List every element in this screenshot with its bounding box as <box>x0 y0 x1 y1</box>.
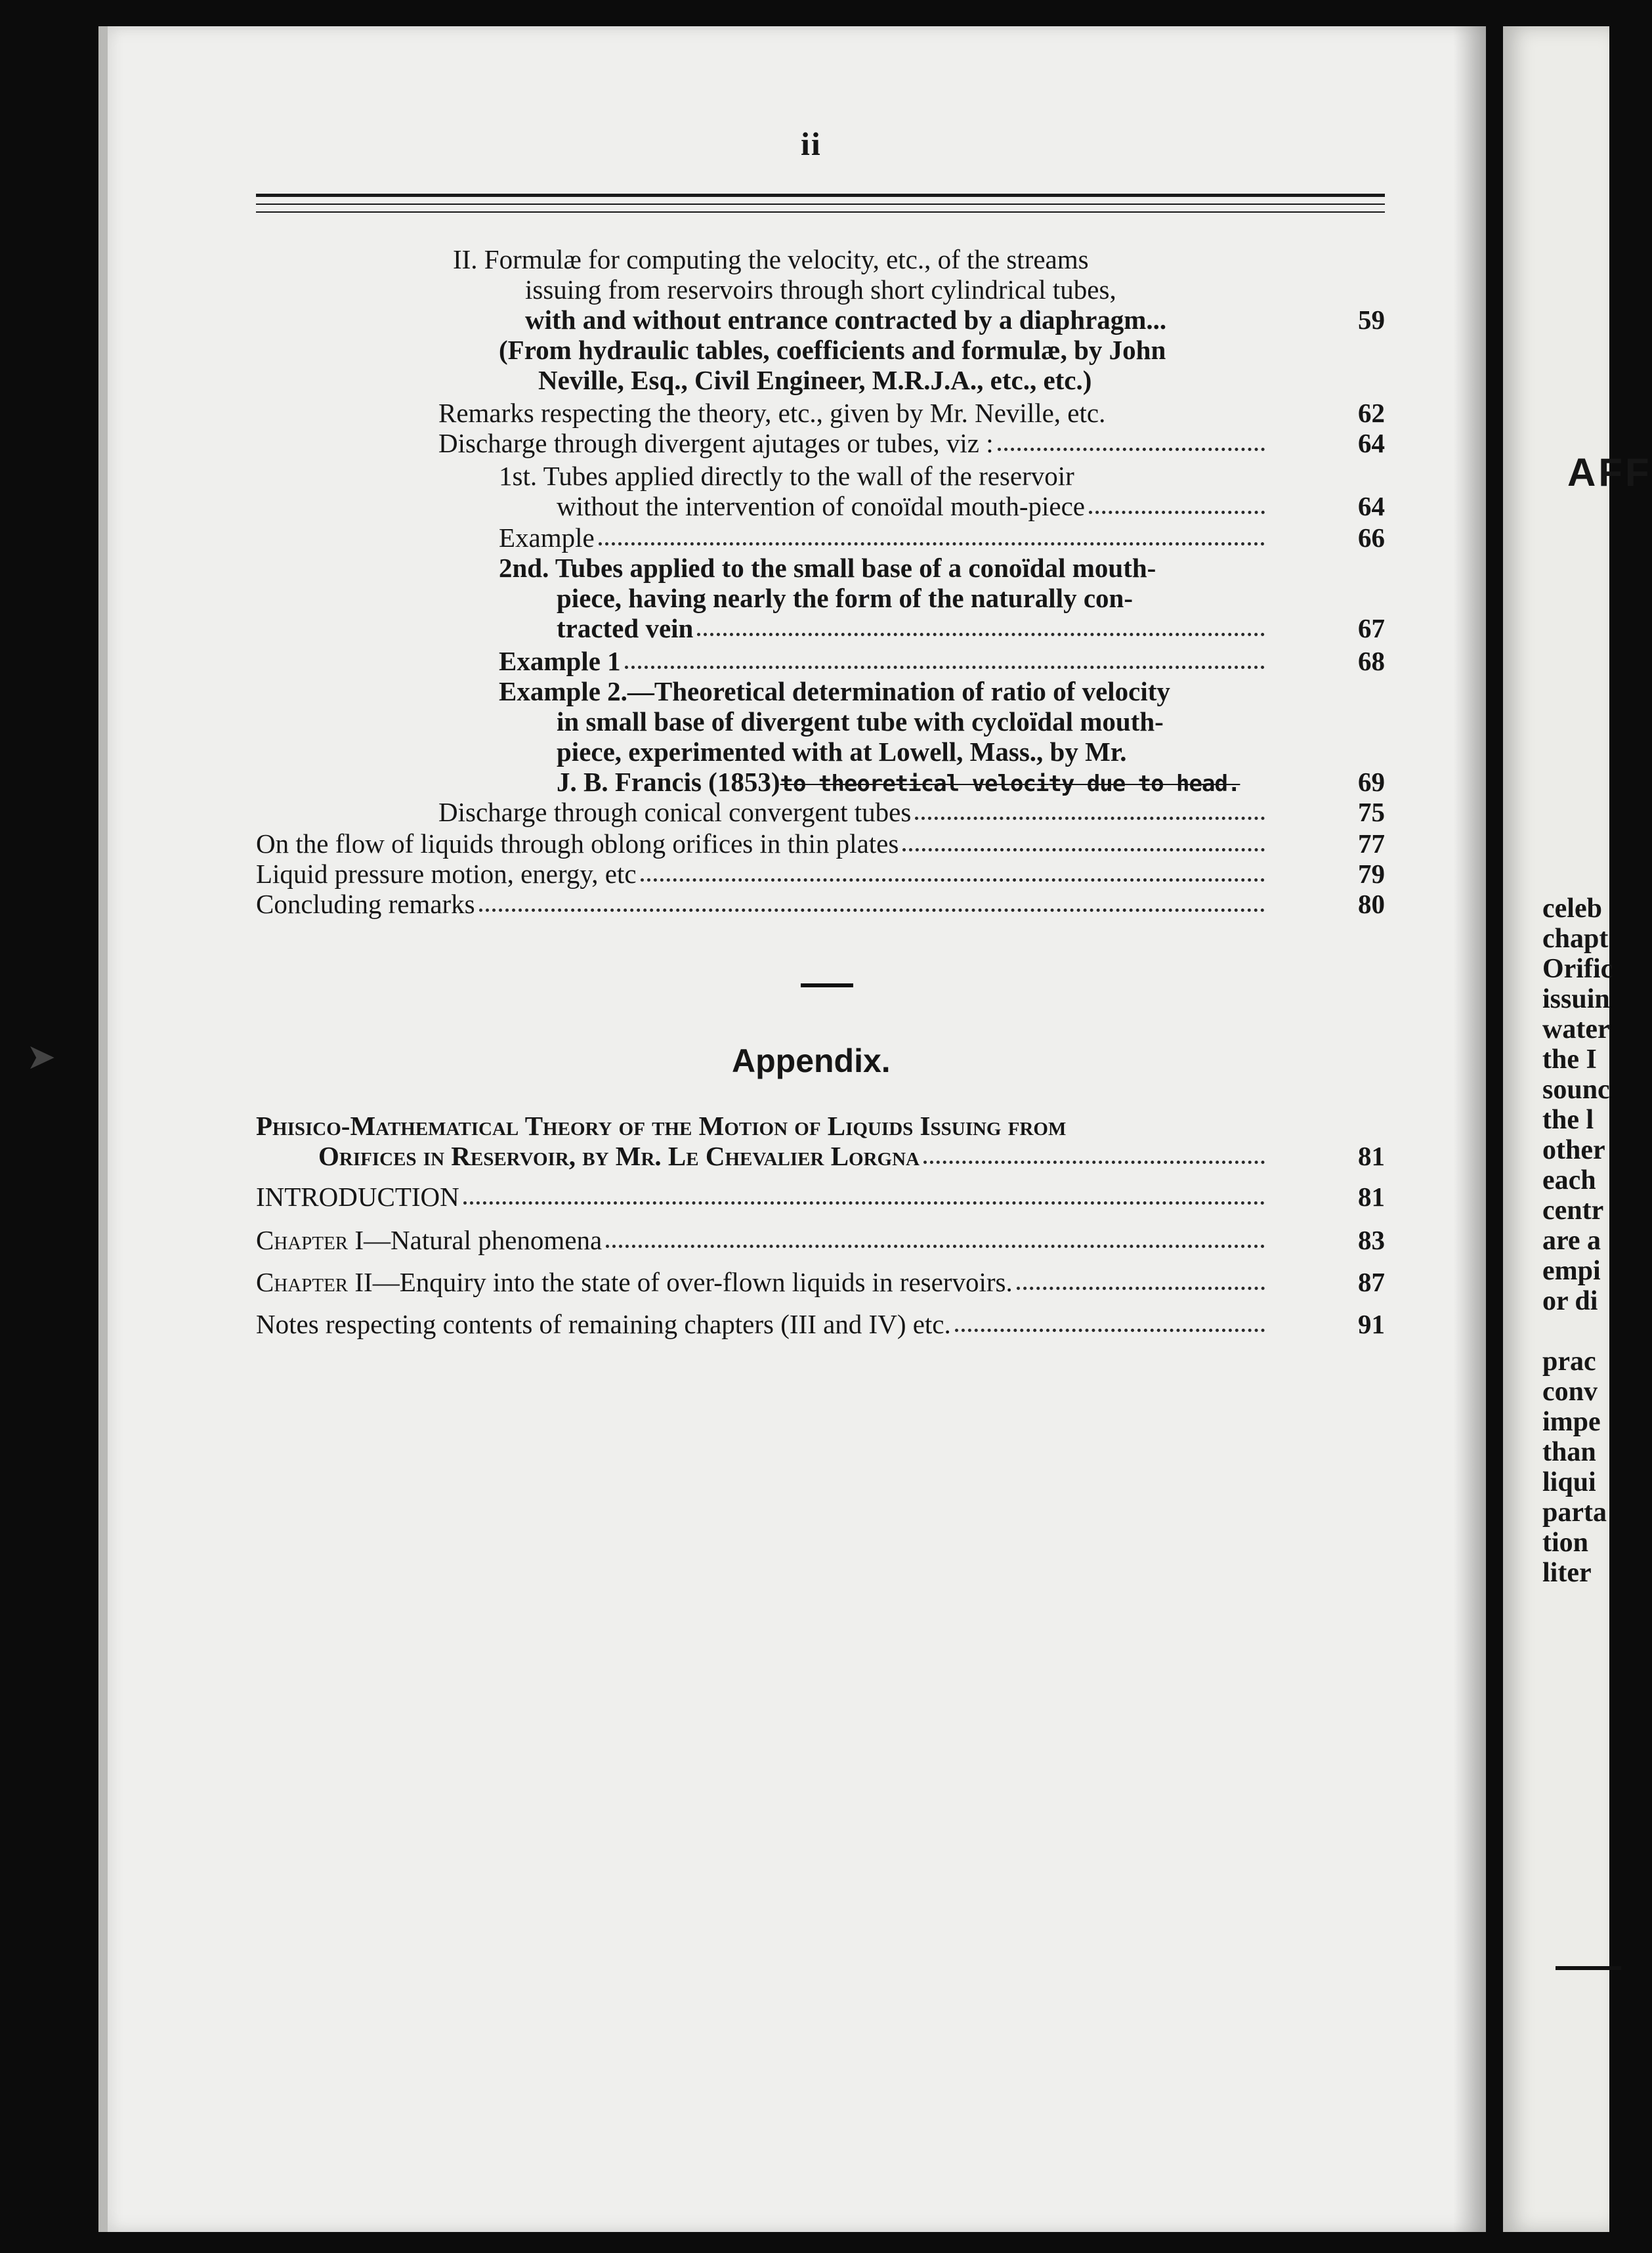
adjacent-line: prac <box>1542 1346 1596 1377</box>
toc-page-number: 77 <box>1358 828 1385 859</box>
header-rule <box>256 211 1385 213</box>
header-rule <box>256 194 1385 197</box>
toc-page-number: 79 <box>1358 859 1385 889</box>
toc-line-example2: piece, experimented with at Lowell, Mass., by Mr. <box>557 737 1127 767</box>
adjacent-line: Orific <box>1542 954 1613 984</box>
toc-page-number: 67 <box>1358 613 1385 643</box>
toc-page-number: 59 <box>1358 305 1385 335</box>
toc-line-second: 2nd. Tubes applied to the small base of a conoïdal mouth- <box>499 553 1156 583</box>
adjacent-line: sounc <box>1542 1075 1610 1105</box>
adjacent-line: celeb <box>1542 893 1602 924</box>
margin-mark-icon: ➤ <box>26 1037 56 1077</box>
toc-line-example: Example <box>499 523 1269 553</box>
adjacent-line: are a <box>1542 1226 1601 1256</box>
section-divider <box>801 983 853 987</box>
toc-page-number: 66 <box>1358 523 1385 553</box>
toc-page-number: 81 <box>1358 1141 1385 1171</box>
toc-line-example2: J. B. Francis (1853)to theoretical velocity due to head. <box>557 767 1240 797</box>
toc-line-remarks: Remarks respecting the theory, etc., given by Mr. Neville, etc. <box>438 398 1106 428</box>
toc-page-number: 69 <box>1358 767 1385 797</box>
leader-dots <box>923 1161 1265 1164</box>
adjacent-line: centr <box>1542 1195 1604 1226</box>
toc-line-first: without the intervention of conoïdal mouth-piece <box>557 491 1269 521</box>
adjacent-line: the l <box>1542 1105 1594 1135</box>
toc-line-neville: Neville, Esq., Civil Engineer, M.R.J.A., etc., etc.) <box>538 365 1092 395</box>
toc-page-number: 64 <box>1358 491 1385 521</box>
toc-page-number: 87 <box>1358 1267 1385 1297</box>
adjacent-line: other <box>1542 1135 1605 1165</box>
leader-dots <box>606 1245 1265 1248</box>
appendix-line-chapter1: Chapter I —Natural phenomena <box>256 1225 1269 1255</box>
adjacent-line: impe <box>1542 1407 1601 1437</box>
appendix-line-phisico: Orifices in Reservoir, by Mr. Le Chevalier Lorgna <box>318 1141 1269 1171</box>
toc-line-conical: Discharge through conical convergent tubes <box>438 797 1269 827</box>
adjacent-page-heading: AFF <box>1567 450 1652 494</box>
toc-line-neville: (From hydraulic tables, coefficients and formulæ, by John <box>499 335 1166 365</box>
appendix-line-notes: Notes respecting contents of remaining chapters (III and IV) etc. <box>256 1309 1269 1339</box>
leader-dots <box>998 448 1265 451</box>
toc-line-second: tracted vein <box>557 613 1269 643</box>
appendix-line-chapter2: Chapter II —Enquiry into the state of over-flown liquids in reservoirs. <box>256 1267 1269 1297</box>
appendix-line-introduction: INTRODUCTION <box>256 1182 1269 1212</box>
toc-line-pressure: Liquid pressure motion, energy, etc <box>256 859 1269 889</box>
adjacent-line: or di <box>1542 1286 1598 1316</box>
leader-dots <box>625 666 1265 669</box>
leader-dots <box>697 633 1265 636</box>
adjacent-line: the I <box>1542 1044 1597 1075</box>
adjacent-line: issuin <box>1542 984 1610 1014</box>
adjacent-line: conv <box>1542 1377 1598 1407</box>
adjacent-line: water <box>1542 1014 1610 1044</box>
toc-page-number: 75 <box>1358 797 1385 827</box>
toc-page-number: 62 <box>1358 398 1385 428</box>
leader-dots <box>599 542 1265 546</box>
adjacent-line: than <box>1542 1437 1596 1467</box>
appendix-line-phisico: Phisico-Mathematical Theory of the Motion of Liquids Issuing from <box>256 1111 1067 1141</box>
toc-line-example2: Example 2.—Theoretical determination of ratio of velocity <box>499 676 1170 706</box>
leader-dots <box>955 1329 1265 1332</box>
toc-line-first: 1st. Tubes applied directly to the wall of the reservoir <box>499 461 1074 491</box>
toc-page-number: 81 <box>1358 1182 1385 1212</box>
leader-dots <box>479 909 1265 912</box>
header-rule <box>256 204 1385 205</box>
adjacent-line: tion <box>1542 1528 1589 1558</box>
adjacent-page <box>1503 26 1652 2232</box>
adjacent-line: each <box>1542 1165 1596 1195</box>
toc-line-divergent: Discharge through divergent ajutages or tubes, viz : <box>438 428 1269 458</box>
toc-page-number: 91 <box>1358 1309 1385 1339</box>
toc-page-number: 83 <box>1358 1225 1385 1255</box>
leader-dots <box>902 848 1265 851</box>
handwritten-annotation: to theoretical velocity due to head. <box>780 771 1240 797</box>
toc-line-second: piece, having nearly the form of the naturally con- <box>557 583 1133 613</box>
toc-line-example2: in small base of divergent tube with cycloïdal mouth- <box>557 706 1164 737</box>
toc-line-example1: Example 1 <box>499 646 1269 676</box>
leader-dots <box>641 878 1265 882</box>
appendix-title: Appendix. <box>732 1042 891 1079</box>
adjacent-rule <box>1556 1966 1621 1970</box>
toc-line-formulae: with and without entrance contracted by a diaphragm... <box>525 305 1167 335</box>
adjacent-line: liqui <box>1542 1467 1596 1497</box>
leader-dots <box>915 817 1265 820</box>
toc-line-formulae: II. Formulæ for computing the velocity, etc., of the streams <box>453 244 1089 274</box>
toc-page-number: 64 <box>1358 428 1385 458</box>
adjacent-line: parta <box>1542 1497 1607 1528</box>
toc-line-oblong: On the flow of liquids through oblong orifices in thin plates <box>256 828 1269 859</box>
toc-line-concluding: Concluding remarks <box>256 889 1269 919</box>
toc-page-number: 80 <box>1358 889 1385 919</box>
adjacent-line: empi <box>1542 1256 1601 1286</box>
leader-dots <box>1017 1287 1265 1290</box>
toc-line-formulae: issuing from reservoirs through short cylindrical tubes, <box>525 274 1116 305</box>
adjacent-line: liter <box>1542 1558 1592 1588</box>
leader-dots <box>1089 511 1265 514</box>
page-number: ii <box>801 125 822 162</box>
toc-page-number: 68 <box>1358 646 1385 676</box>
adjacent-line: chapt <box>1542 924 1609 954</box>
leader-dots <box>463 1201 1265 1205</box>
